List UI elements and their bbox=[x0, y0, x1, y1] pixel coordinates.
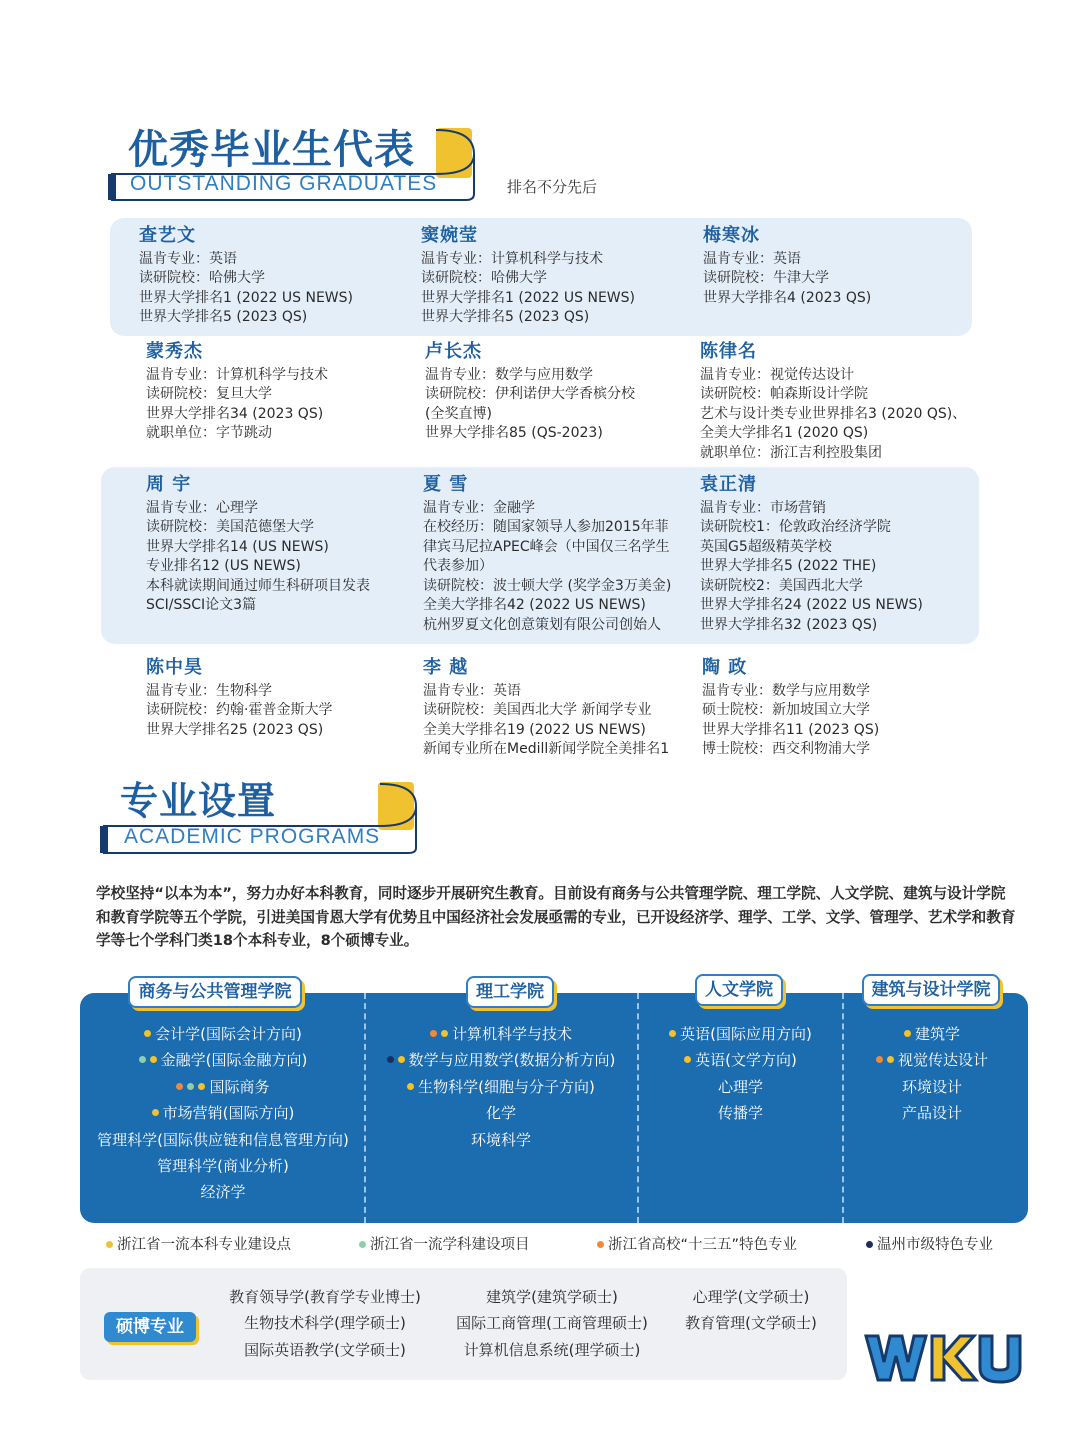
program-list-humanities bbox=[639, 1021, 842, 1127]
marker-dot bbox=[876, 1056, 883, 1063]
graduate-detail: 世界大学排名5 (2023 QS) bbox=[139, 309, 308, 325]
graduate-detail: 读研院校：波士顿大学 (奖学金3万美金) bbox=[423, 577, 672, 594]
graduate-detail: 温肯专业：英语 bbox=[703, 250, 801, 267]
graduate-program-item: 生物技术科学(理学硕士) bbox=[244, 1314, 406, 1333]
graduate-detail: 全美大学排名42 (2022 US NEWS) bbox=[423, 597, 646, 613]
marker-dot bbox=[887, 1056, 894, 1063]
marker-dot bbox=[198, 1083, 205, 1090]
graduate-programs-column bbox=[440, 1284, 664, 1363]
program-item bbox=[366, 1127, 636, 1153]
graduate-detail: 温肯专业：市场营销 bbox=[700, 499, 826, 516]
graduate-detail: 英国G5超级精英学校 bbox=[700, 538, 832, 555]
program-label: 传播学 bbox=[717, 1104, 763, 1123]
program-item bbox=[844, 1074, 1020, 1100]
graduate-name: 夏 雪 bbox=[423, 474, 469, 495]
program-item bbox=[366, 1074, 636, 1100]
graduate-detail: 温肯专业：心理学 bbox=[146, 499, 258, 516]
graduates-subtitle-en: OUTSTANDING GRADUATES bbox=[130, 172, 438, 195]
legend-dot bbox=[106, 1241, 113, 1248]
graduate-detail: 世界大学排名14 (US NEWS) bbox=[146, 538, 329, 555]
program-label: 金融学(国际金融方向) bbox=[160, 1051, 308, 1070]
program-label: 生物科学(细胞与分子方向) bbox=[418, 1077, 595, 1096]
graduate-detail: 世界大学排名24 (2022 US NEWS) bbox=[700, 597, 923, 613]
marker-dot bbox=[144, 1030, 151, 1037]
program-item bbox=[82, 1179, 364, 1205]
graduate-name: 蒙秀杰 bbox=[146, 341, 203, 362]
graduate-detail: 博士院校：西交利物浦大学 bbox=[702, 741, 870, 757]
graduate-detail: 读研院校：哈佛大学 bbox=[139, 270, 265, 286]
legend-label: 浙江省一流本科专业建设点 bbox=[117, 1237, 291, 1253]
graduate-detail: 就职单位：字节跳动 bbox=[146, 425, 272, 441]
program-label: 视觉传达设计 bbox=[897, 1051, 988, 1070]
graduate-detail: 读研院校：美国范德堡大学 bbox=[146, 519, 314, 535]
graduate-name: 陶 政 bbox=[702, 657, 748, 678]
marker-dot bbox=[152, 1109, 159, 1116]
graduate-detail: 温肯专业：英语 bbox=[423, 682, 521, 699]
graduate-detail: 代表参加） bbox=[423, 558, 493, 574]
graduate-card bbox=[423, 475, 671, 635]
graduate-program-item: 国际工商管理(工商管理硕士) bbox=[456, 1314, 648, 1333]
program-label: 市场营销(国际方向) bbox=[162, 1104, 295, 1123]
graduate-card bbox=[146, 658, 332, 740]
program-label: 英语(国际应用方向) bbox=[680, 1025, 812, 1043]
marker-dot bbox=[387, 1056, 394, 1063]
marker-dot bbox=[430, 1030, 437, 1037]
graduate-name: 梅寒冰 bbox=[703, 225, 760, 246]
program-item bbox=[366, 1047, 636, 1073]
program-label: 管理科学(商业分析) bbox=[157, 1157, 289, 1176]
legend-label: 浙江省一流学科建设项目 bbox=[370, 1237, 530, 1253]
graduate-detail: 本科就读期间通过师生科研项目发表 bbox=[146, 577, 370, 594]
program-item bbox=[639, 1021, 842, 1047]
graduate-detail: (全奖直博) bbox=[425, 405, 492, 422]
graduate-programs-tag: 硕博专业 bbox=[104, 1312, 196, 1342]
graduate-detail: 世界大学排名1 (2022 US NEWS) bbox=[139, 289, 353, 306]
graduate-card bbox=[700, 475, 923, 635]
legend-label: 浙江省高校“十三五”特色专业 bbox=[608, 1237, 798, 1253]
graduate-program-item: 教育领导学(教育学专业博士) bbox=[229, 1288, 421, 1306]
graduate-detail: 专业排名12 (US NEWS) bbox=[146, 558, 301, 574]
graduate-detail: 新闻专业所在Medill新闻学院全美排名1 bbox=[423, 741, 670, 757]
legend-dot bbox=[359, 1241, 366, 1248]
graduate-card bbox=[702, 658, 879, 760]
program-label: 会计学(国际会计方向) bbox=[155, 1025, 302, 1043]
graduate-detail: 世界大学排名5 (2022 THE) bbox=[700, 558, 877, 574]
program-label: 建筑学 bbox=[914, 1025, 960, 1043]
program-label: 环境设计 bbox=[901, 1077, 962, 1096]
program-item bbox=[844, 1047, 1020, 1073]
graduate-detail: 温肯专业：视觉传达设计 bbox=[700, 366, 854, 383]
graduate-name: 袁正清 bbox=[700, 474, 757, 495]
graduate-detail: 全美大学排名1 (2020 QS) bbox=[700, 425, 869, 441]
program-label: 管理科学(国际供应链和信息管理方向) bbox=[97, 1130, 349, 1149]
wku-logo bbox=[862, 1330, 1032, 1386]
program-item bbox=[844, 1100, 1020, 1126]
marker-dot bbox=[176, 1083, 183, 1090]
programs-subtitle-en: ACADEMIC PROGRAMS bbox=[124, 825, 381, 848]
graduate-programs-column bbox=[210, 1284, 440, 1363]
graduate-detail: 艺术与设计类专业世界排名3 (2020 QS)、 bbox=[700, 405, 967, 422]
legend-item bbox=[359, 1233, 530, 1254]
graduate-detail: 读研院校：约翰·霍普金斯大学 bbox=[146, 702, 333, 718]
school-tab-science: 理工学院 bbox=[466, 976, 554, 1008]
graduate-detail: 世界大学排名4 (2023 QS) bbox=[703, 289, 872, 306]
graduate-card bbox=[423, 658, 669, 760]
marker-dot bbox=[139, 1056, 146, 1063]
graduate-detail: 就职单位：浙江吉利控股集团 bbox=[700, 444, 882, 461]
legend-item bbox=[866, 1233, 993, 1254]
graduate-card bbox=[146, 342, 328, 444]
legend-label: 温州市级特色专业 bbox=[877, 1237, 993, 1253]
program-item bbox=[82, 1153, 364, 1179]
program-label: 经济学 bbox=[200, 1183, 246, 1202]
graduate-card bbox=[700, 342, 966, 463]
graduate-detail: 温肯专业：数学与应用数学 bbox=[702, 682, 870, 699]
program-item bbox=[639, 1100, 842, 1126]
graduate-detail: 杭州罗夏文化创意策划有限公司创始人 bbox=[423, 616, 661, 633]
graduate-detail: 读研院校1：伦敦政治经济学院 bbox=[700, 519, 891, 535]
graduate-name: 窦婉莹 bbox=[421, 225, 478, 246]
graduate-name: 陈中昊 bbox=[146, 657, 203, 678]
program-label: 英语(文学方向) bbox=[695, 1051, 797, 1070]
graduate-detail: 世界大学排名5 (2023 QS) bbox=[421, 309, 590, 325]
program-item bbox=[82, 1047, 364, 1073]
graduate-name: 卢长杰 bbox=[425, 341, 482, 362]
program-item bbox=[82, 1074, 364, 1100]
ranking-note: 排名不分先后 bbox=[507, 178, 598, 196]
graduate-detail: 温肯专业：英语 bbox=[139, 250, 237, 267]
programs-intro: 学校坚持“以本为本”，努力办好本科教育，同时逐步开展研究生教育。目前设有商务与公共管理学院、理工学院、人文学院、建筑与设计学院和教育学院等五个学院，引进美国肯恩大学有优势且中国经济社会发展亟需的专业，已开设经济学、理学、工学、文学、管理学、艺术学和教育学等七个学科门类18个本科专业，8个硕博专业。 bbox=[96, 885, 1016, 949]
graduate-detail: 硕士院校：新加坡国立大学 bbox=[702, 702, 870, 718]
graduate-program-item: 教育管理(文学硕士) bbox=[685, 1314, 817, 1333]
program-list-business bbox=[82, 1021, 364, 1206]
graduate-name: 周 宇 bbox=[146, 474, 192, 495]
legend-dot bbox=[597, 1241, 604, 1248]
graduate-detail: 世界大学排名32 (2023 QS) bbox=[700, 616, 878, 633]
graduate-detail: SCI/SSCI论文3篇 bbox=[146, 597, 257, 613]
program-label: 心理学 bbox=[717, 1077, 763, 1096]
graduate-name: 李 越 bbox=[423, 657, 469, 678]
marker-dot bbox=[904, 1030, 911, 1037]
program-label: 计算机科学与技术 bbox=[451, 1025, 572, 1043]
marker-dot bbox=[441, 1030, 448, 1037]
graduate-detail: 律宾马尼拉APEC峰会（中国仅三名学生 bbox=[423, 538, 670, 555]
program-label: 数学与应用数学(数据分析方向) bbox=[408, 1051, 616, 1070]
program-item bbox=[366, 1021, 636, 1047]
marker-dot bbox=[187, 1083, 194, 1090]
graduate-card bbox=[421, 226, 635, 328]
graduate-detail: 世界大学排名1 (2022 US NEWS) bbox=[421, 289, 635, 306]
graduate-program-item: 国际英语教学(文学硕士) bbox=[244, 1340, 406, 1359]
graduate-name: 陈律名 bbox=[700, 341, 757, 362]
graduate-detail: 全美大学排名19 (2022 US NEWS) bbox=[423, 721, 646, 738]
school-tab-humanities: 人文学院 bbox=[695, 974, 783, 1006]
graduate-detail: 在校经历：随国家领导人参加2015年菲 bbox=[423, 519, 669, 535]
graduate-detail: 读研院校2：美国西北大学 bbox=[700, 577, 863, 594]
graduate-program-item: 建筑学(建筑学硕士) bbox=[486, 1288, 618, 1306]
program-item bbox=[639, 1074, 842, 1100]
program-item bbox=[366, 1100, 636, 1126]
graduate-detail: 温肯专业：计算机科学与技术 bbox=[421, 250, 603, 267]
graduate-detail: 读研院校：牛津大学 bbox=[703, 270, 829, 286]
program-label: 环境科学 bbox=[470, 1130, 531, 1149]
graduate-detail: 读研院校：复旦大学 bbox=[146, 386, 272, 402]
graduates-title: 优秀毕业生代表 bbox=[128, 127, 415, 173]
legend-item bbox=[106, 1233, 291, 1254]
graduate-program-item: 计算机信息系统(理学硕士) bbox=[463, 1340, 641, 1359]
legend-dot bbox=[866, 1241, 873, 1248]
graduate-detail: 读研院校：美国西北大学 新闻学专业 bbox=[423, 702, 652, 718]
graduate-card bbox=[146, 475, 370, 616]
graduate-detail: 世界大学排名11 (2023 QS) bbox=[702, 721, 880, 738]
program-item bbox=[639, 1047, 842, 1073]
program-label: 国际商务 bbox=[209, 1077, 270, 1096]
marker-dot bbox=[398, 1056, 405, 1063]
graduate-detail: 读研院校：帕森斯设计学院 bbox=[700, 386, 868, 402]
graduate-programs-column bbox=[668, 1284, 834, 1337]
program-label: 化学 bbox=[485, 1104, 516, 1123]
graduate-detail: 读研院校：哈佛大学 bbox=[421, 270, 547, 286]
program-item bbox=[844, 1021, 1020, 1047]
program-list-science bbox=[366, 1021, 636, 1153]
graduate-name: 查艺文 bbox=[139, 225, 196, 246]
program-item bbox=[82, 1127, 364, 1153]
graduate-detail: 温肯专业：数学与应用数学 bbox=[425, 366, 593, 383]
program-item bbox=[82, 1021, 364, 1047]
programs-title: 专业设置 bbox=[120, 779, 277, 823]
graduate-detail: 世界大学排名25 (2023 QS) bbox=[146, 721, 324, 738]
program-label: 产品设计 bbox=[901, 1104, 962, 1123]
graduate-card bbox=[703, 226, 871, 308]
marker-dot bbox=[684, 1056, 691, 1063]
graduate-card bbox=[425, 342, 635, 444]
graduate-program-item: 心理学(文学硕士) bbox=[692, 1288, 810, 1306]
graduate-detail: 温肯专业：金融学 bbox=[423, 499, 535, 516]
graduate-detail: 世界大学排名34 (2023 QS) bbox=[146, 405, 324, 422]
school-tab-business: 商务与公共管理学院 bbox=[128, 976, 302, 1008]
graduate-card bbox=[139, 226, 353, 328]
graduate-detail: 温肯专业：计算机科学与技术 bbox=[146, 366, 328, 383]
legend-item bbox=[597, 1233, 797, 1254]
program-item bbox=[82, 1100, 364, 1126]
marker-dot bbox=[150, 1056, 157, 1063]
graduate-detail: 温肯专业：生物科学 bbox=[146, 682, 272, 699]
graduate-detail: 世界大学排名85 (QS-2023) bbox=[425, 425, 603, 441]
program-list-architecture bbox=[844, 1021, 1020, 1127]
marker-dot bbox=[407, 1083, 414, 1090]
school-tab-architecture: 建筑与设计学院 bbox=[862, 974, 1000, 1006]
marker-dot bbox=[669, 1030, 676, 1037]
graduate-detail: 读研院校：伊利诺伊大学香槟分校 bbox=[425, 386, 635, 402]
